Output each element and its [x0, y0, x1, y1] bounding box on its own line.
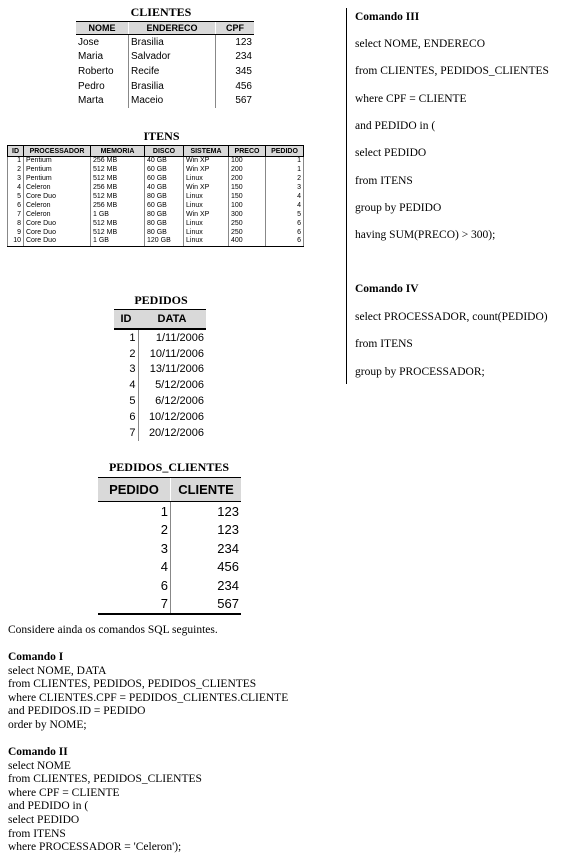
table-cell: Jose [78, 36, 100, 48]
table-cell: Win XP [184, 157, 229, 166]
code-line: where PROCESSADOR = 'Celeron'); [8, 841, 182, 854]
column-header: PRECO [229, 146, 266, 157]
table-row [114, 393, 206, 409]
table-cell: Pentium [24, 175, 91, 184]
code-line: from ITENS [355, 338, 413, 351]
comando-iii-title: Comando III [355, 11, 420, 23]
table-cell: 6 [129, 410, 136, 423]
table-cell: Linux [184, 237, 229, 246]
column-header: PROCESSADOR [24, 146, 91, 157]
table-cell: 5/12/2006 [138, 377, 206, 393]
table-header-row [98, 478, 241, 502]
table-row [76, 50, 254, 65]
pedidos-table [114, 309, 206, 441]
table-cell: 3 [160, 540, 168, 556]
table-row [114, 425, 206, 441]
table-row [8, 237, 304, 246]
table-row [114, 329, 206, 346]
code-line: select NOME, DATA [8, 664, 107, 677]
table-cell: Recife [129, 64, 216, 79]
table-cell: 4 [129, 379, 136, 392]
table-header-row [8, 146, 304, 157]
table-row [98, 576, 241, 595]
table-cell: Celeron [24, 201, 91, 210]
table-cell: 567 [171, 595, 242, 615]
code-line: select PROCESSADOR, count(PEDIDO) [355, 311, 548, 323]
table-cell: 60 GB [145, 166, 184, 175]
table-row [114, 362, 206, 378]
table-cell: 6/12/2006 [138, 393, 206, 409]
table-cell: Linux [184, 175, 229, 184]
table-row [114, 409, 206, 425]
table-cell: 2 [266, 175, 304, 184]
code-line: from ITENS [8, 827, 66, 840]
table-cell: Pedro [78, 80, 105, 92]
table-row [98, 502, 241, 521]
table-cell: 7 [98, 595, 171, 615]
table-cell: 150 [229, 193, 266, 202]
table-row [8, 157, 304, 166]
column-header: NOME [76, 22, 129, 35]
column-header: DATA [138, 310, 206, 330]
comando-ii-code [8, 760, 202, 855]
comando-i-title: Comando I [8, 651, 64, 663]
intro-text: Considere ainda os comandos SQL seguintes. [8, 624, 218, 636]
table-cell: 7 [8, 210, 24, 219]
comando-iv-title: Comando IV [355, 283, 419, 295]
table-cell: 1 [129, 331, 136, 344]
code-line: select PEDIDO [8, 813, 80, 826]
table-cell: 300 [229, 210, 266, 219]
table-cell: 2 [129, 347, 136, 360]
code-line: where CPF = CLIENTE [355, 92, 467, 105]
table-row [8, 193, 304, 202]
table-cell: 567 [216, 93, 255, 108]
table-cell: 400 [229, 237, 266, 246]
table-header-row [76, 22, 254, 35]
code-line: select NOME, ENDERECO [355, 38, 485, 50]
table-cell: 100 [229, 157, 266, 166]
table-cell: 512 MB [91, 228, 145, 237]
table-cell: Win XP [184, 166, 229, 175]
table-cell: 10/12/2006 [138, 409, 206, 425]
table-row [98, 521, 241, 540]
code-line: and PEDIDO in ( [8, 800, 89, 813]
table-cell: 256 MB [91, 184, 145, 193]
table-row [76, 93, 254, 108]
table-cell: Win XP [184, 184, 229, 193]
table-cell: 1 [266, 166, 304, 175]
table-cell: 123 [171, 521, 242, 540]
table-cell: Core Duo [24, 237, 91, 246]
comando-ii-title: Comando II [8, 746, 68, 758]
table-cell: 4 [160, 559, 168, 575]
code-line: and PEDIDOS.ID = PEDIDO [8, 705, 146, 718]
code-line: group by PROCESSADOR; [355, 365, 485, 378]
table-cell: 200 [229, 166, 266, 175]
table-cell: 234 [171, 576, 242, 595]
itens-body [8, 157, 304, 247]
table-row [76, 79, 254, 94]
table-cell: Brasilia [129, 79, 216, 94]
pedidos-caption: PEDIDOS [134, 293, 188, 307]
table-cell: 80 GB [145, 219, 184, 228]
table-cell: Celeron [24, 184, 91, 193]
table-cell: 512 MB [91, 175, 145, 184]
table-row [8, 184, 304, 193]
table-cell: 10 [8, 237, 24, 246]
table-cell: Marta [78, 95, 104, 107]
table-cell: 7 [129, 426, 136, 439]
table-cell: 2 [8, 166, 24, 175]
table-cell: 4 [8, 184, 24, 193]
table-cell: 256 MB [91, 157, 145, 166]
table-cell: 250 [229, 228, 266, 237]
comando-i-code [8, 665, 288, 733]
table-cell: 1 GB [91, 237, 145, 246]
code-line: from ITENS [355, 174, 413, 187]
table-cell: 60 GB [145, 201, 184, 210]
table-cell: 1 GB [91, 210, 145, 219]
table-cell: 3 [266, 184, 304, 193]
table-cell: 3 [129, 363, 136, 376]
table-cell: Roberto [78, 65, 114, 77]
table-cell: 234 [216, 50, 255, 65]
table-cell: 234 [171, 539, 242, 558]
code-line: where CLIENTES.CPF = PEDIDOS_CLIENTES.CLIENTE [8, 691, 289, 704]
table-cell: Core Duo [24, 228, 91, 237]
table-cell: 512 MB [91, 193, 145, 202]
code-line: from CLIENTES, PEDIDOS_CLIENTES [8, 773, 202, 786]
code-line: select PEDIDO [355, 147, 427, 160]
column-header: CLIENTE [171, 478, 242, 502]
clientes-table [76, 21, 254, 108]
column-divider [346, 8, 347, 384]
table-cell: 1 [8, 157, 24, 166]
clientes-caption: CLIENTES [130, 5, 192, 19]
table-cell: 150 [229, 184, 266, 193]
table-cell: 4 [266, 193, 304, 202]
table-row [114, 377, 206, 393]
table-cell: 123 [171, 502, 242, 521]
table-cell: Core Duo [24, 193, 91, 202]
table-cell: Linux [184, 228, 229, 237]
table-cell: Core Duo [24, 219, 91, 228]
table-cell: Win XP [184, 210, 229, 219]
table-cell: 1/11/2006 [138, 329, 206, 346]
comando-i [8, 651, 288, 733]
table-cell: 6 [8, 201, 24, 210]
table-cell: 4 [266, 201, 304, 210]
table-cell: 200 [229, 175, 266, 184]
table-cell: 60 GB [145, 175, 184, 184]
table-cell: 80 GB [145, 210, 184, 219]
table-cell: 6 [160, 577, 168, 593]
table-cell: 9 [8, 228, 24, 237]
code-line: and PEDIDO in ( [355, 119, 436, 132]
column-header: PEDIDO [266, 146, 304, 157]
table-cell: 256 MB [91, 201, 145, 210]
table-row [8, 219, 304, 228]
code-line: where CPF = CLIENTE [8, 786, 120, 799]
table-row [76, 64, 254, 79]
code-line: group by PEDIDO [355, 201, 442, 214]
table-cell: Linux [184, 193, 229, 202]
column-header: PEDIDO [98, 478, 171, 502]
pedidos-clientes-table [98, 477, 241, 615]
column-header: ID [8, 146, 24, 157]
comando-ii [8, 746, 202, 855]
table-cell: 10/11/2006 [138, 346, 206, 362]
itens-table [7, 145, 304, 247]
clientes-body [76, 35, 254, 108]
table-row [98, 539, 241, 558]
table-cell: 40 GB [145, 157, 184, 166]
table-row [8, 210, 304, 219]
table-cell: 1 [266, 157, 304, 166]
column-header: ID [114, 310, 138, 330]
table-cell: Pentium [24, 157, 91, 166]
table-cell: 5 [8, 193, 24, 202]
table-cell: 6 [266, 219, 304, 228]
table-cell: 100 [229, 201, 266, 210]
table-cell: 5 [129, 395, 136, 408]
table-cell: 512 MB [91, 219, 145, 228]
table-row [98, 595, 241, 615]
code-line: having SUM(PRECO) > 300); [355, 229, 496, 242]
table-cell: 80 GB [145, 193, 184, 202]
table-row [114, 346, 206, 362]
column-header: MEMORIA [91, 146, 145, 157]
table-cell: 120 GB [145, 237, 184, 246]
table-cell: 13/11/2006 [138, 362, 206, 378]
table-cell: 3 [8, 175, 24, 184]
table-cell: 6 [266, 228, 304, 237]
table-cell: Pentium [24, 166, 91, 175]
column-header: ENDERECO [129, 22, 216, 35]
table-cell: 5 [266, 210, 304, 219]
table-cell: Salvador [129, 50, 216, 65]
table-cell: Maceio [129, 93, 216, 108]
table-cell: 345 [216, 64, 255, 79]
table-row [8, 228, 304, 237]
pedidos-clientes-body [98, 502, 241, 615]
table-row [8, 166, 304, 175]
table-row [98, 558, 241, 577]
code-line: select NOME [8, 759, 71, 772]
table-cell: 456 [216, 79, 255, 94]
column-header: DISCO [145, 146, 184, 157]
table-cell: 512 MB [91, 166, 145, 175]
code-line: from CLIENTES, PEDIDOS, PEDIDOS_CLIENTES [8, 678, 257, 691]
table-cell: 80 GB [145, 228, 184, 237]
table-header-row [114, 310, 206, 330]
table-cell: 2 [160, 522, 168, 538]
code-line: from CLIENTES, PEDIDOS_CLIENTES [355, 65, 549, 78]
table-cell: Linux [184, 219, 229, 228]
column-header: SISTEMA [184, 146, 229, 157]
table-cell: 456 [171, 558, 242, 577]
table-row [8, 201, 304, 210]
table-cell: 8 [8, 219, 24, 228]
itens-caption: ITENS [143, 129, 180, 143]
pedidos-body [114, 329, 206, 441]
table-cell: 6 [266, 237, 304, 246]
table-cell: Maria [78, 51, 104, 63]
table-cell: Celeron [24, 210, 91, 219]
table-row [76, 35, 254, 50]
table-cell: 20/12/2006 [138, 425, 206, 441]
code-line: order by NOME; [8, 718, 87, 731]
table-cell: Brasilia [129, 35, 216, 50]
table-cell: 40 GB [145, 184, 184, 193]
table-cell: 250 [229, 219, 266, 228]
pedidos-clientes-caption: PEDIDOS_CLIENTES [108, 460, 230, 474]
table-row [8, 175, 304, 184]
column-header: CPF [216, 22, 255, 35]
table-cell: Linux [184, 201, 229, 210]
table-cell: 1 [160, 503, 168, 519]
table-cell: 123 [216, 35, 255, 50]
